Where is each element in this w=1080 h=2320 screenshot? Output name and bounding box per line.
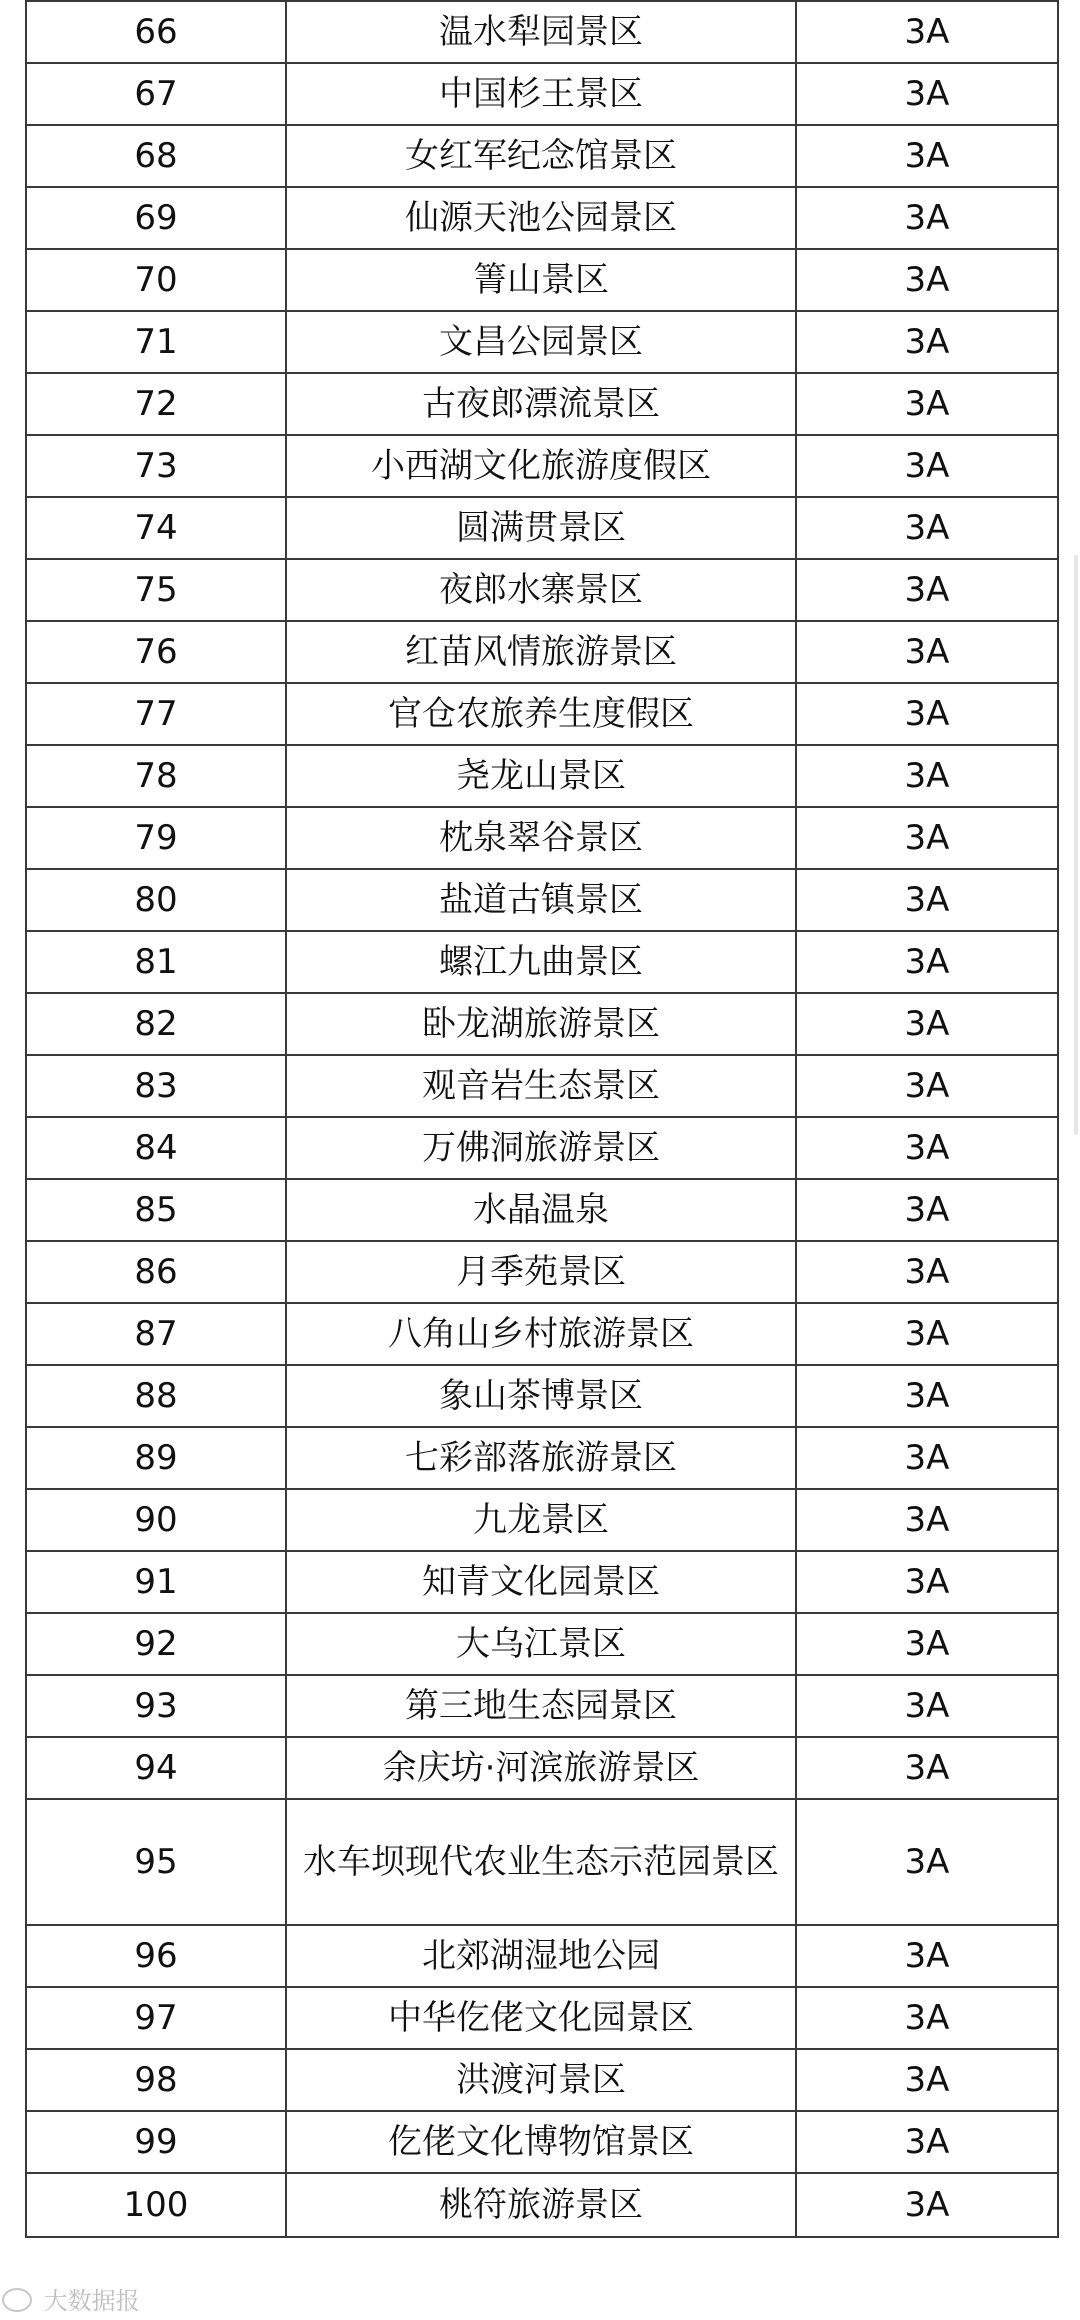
row-number-cell: 77 (26, 683, 286, 745)
watermark-logo-icon (2, 2288, 32, 2312)
table-row (26, 621, 1058, 683)
row-number-cell: 100 (26, 2173, 286, 2237)
table-row (26, 2111, 1058, 2173)
row-number-cell: 98 (26, 2049, 286, 2111)
scenic-name-cell: 月季苑景区 (286, 1241, 796, 1303)
grade-cell: 3A (796, 1055, 1058, 1117)
table-row (26, 1179, 1058, 1241)
grade-cell: 3A (796, 1241, 1058, 1303)
table-row (26, 435, 1058, 497)
row-number-cell: 76 (26, 621, 286, 683)
table-row (26, 1799, 1058, 1925)
row-number-cell: 83 (26, 1055, 286, 1117)
grade-cell: 3A (796, 621, 1058, 683)
grade-cell: 3A (796, 187, 1058, 249)
scenic-name-cell: 水车坝现代农业生态示范园景区 (286, 1799, 796, 1925)
table-row (26, 1303, 1058, 1365)
scenic-name-cell: 万佛洞旅游景区 (286, 1117, 796, 1179)
scenic-name-cell: 枕泉翠谷景区 (286, 807, 796, 869)
grade-cell: 3A (796, 1489, 1058, 1551)
scenic-name-cell: 夜郎水寨景区 (286, 559, 796, 621)
scenic-name-cell: 尧龙山景区 (286, 745, 796, 807)
scenic-name-cell: 仙源天池公园景区 (286, 187, 796, 249)
scenic-name-cell: 中华仡佬文化园景区 (286, 1987, 796, 2049)
scenic-name-cell: 圆满贯景区 (286, 497, 796, 559)
scenic-name-cell: 女红军纪念馆景区 (286, 125, 796, 187)
table-row (26, 1675, 1058, 1737)
row-number-cell: 87 (26, 1303, 286, 1365)
row-number-cell: 74 (26, 497, 286, 559)
grade-cell: 3A (796, 1303, 1058, 1365)
grade-cell: 3A (796, 869, 1058, 931)
row-number-cell: 85 (26, 1179, 286, 1241)
grade-cell: 3A (796, 1427, 1058, 1489)
grade-cell: 3A (796, 745, 1058, 807)
grade-cell: 3A (796, 497, 1058, 559)
scenic-name-cell: 北郊湖湿地公园 (286, 1925, 796, 1987)
row-number-cell: 93 (26, 1675, 286, 1737)
grade-cell: 3A (796, 2111, 1058, 2173)
grade-cell: 3A (796, 373, 1058, 435)
row-number-cell: 86 (26, 1241, 286, 1303)
scenic-name-cell: 第三地生态园景区 (286, 1675, 796, 1737)
row-number-cell: 82 (26, 993, 286, 1055)
table-row (26, 559, 1058, 621)
scenic-name-cell: 小西湖文化旅游度假区 (286, 435, 796, 497)
table-row (26, 1737, 1058, 1799)
row-number-cell: 81 (26, 931, 286, 993)
scenic-name-cell: 九龙景区 (286, 1489, 796, 1551)
grade-cell: 3A (796, 1117, 1058, 1179)
row-number-cell: 84 (26, 1117, 286, 1179)
row-number-cell: 75 (26, 559, 286, 621)
table-row (26, 683, 1058, 745)
watermark-text: 大数据报 (43, 2287, 140, 2315)
grade-cell: 3A (796, 931, 1058, 993)
grade-cell: 3A (796, 1737, 1058, 1799)
row-number-cell: 69 (26, 187, 286, 249)
row-number-cell: 72 (26, 373, 286, 435)
table-row (26, 63, 1058, 125)
grade-cell: 3A (796, 683, 1058, 745)
scenic-area-table (25, 0, 1059, 2238)
grade-cell: 3A (796, 1799, 1058, 1925)
table-row (26, 1365, 1058, 1427)
table-row (26, 373, 1058, 435)
table-row (26, 1489, 1058, 1551)
row-number-cell: 71 (26, 311, 286, 373)
row-number-cell: 92 (26, 1613, 286, 1675)
grade-cell: 3A (796, 249, 1058, 311)
table-row (26, 931, 1058, 993)
grade-cell: 3A (796, 993, 1058, 1055)
scenic-area-table-container (25, 0, 1057, 2238)
table-row (26, 1925, 1058, 1987)
row-number-cell: 91 (26, 1551, 286, 1613)
grade-cell: 3A (796, 2049, 1058, 2111)
row-number-cell: 89 (26, 1427, 286, 1489)
row-number-cell: 79 (26, 807, 286, 869)
table-row (26, 497, 1058, 559)
scenic-name-cell: 洪渡河景区 (286, 2049, 796, 2111)
row-number-cell: 68 (26, 125, 286, 187)
table-row (26, 1117, 1058, 1179)
scenic-name-cell: 仡佬文化博物馆景区 (286, 2111, 796, 2173)
scenic-name-cell: 观音岩生态景区 (286, 1055, 796, 1117)
scenic-name-cell: 象山茶博景区 (286, 1365, 796, 1427)
table-row (26, 249, 1058, 311)
table-row (26, 1613, 1058, 1675)
table-row (26, 807, 1058, 869)
scenic-name-cell: 大乌江景区 (286, 1613, 796, 1675)
table-row (26, 2173, 1058, 2237)
scenic-name-cell: 古夜郎漂流景区 (286, 373, 796, 435)
row-number-cell: 97 (26, 1987, 286, 2049)
row-number-cell: 99 (26, 2111, 286, 2173)
scenic-name-cell: 水晶温泉 (286, 1179, 796, 1241)
table-row (26, 869, 1058, 931)
table-row (26, 1987, 1058, 2049)
scrollbar[interactable] (1074, 555, 1078, 1135)
grade-cell: 3A (796, 1925, 1058, 1987)
grade-cell: 3A (796, 1551, 1058, 1613)
grade-cell: 3A (796, 125, 1058, 187)
table-row (26, 1551, 1058, 1613)
scenic-name-cell: 红苗风情旅游景区 (286, 621, 796, 683)
scenic-name-cell: 桃符旅游景区 (286, 2173, 796, 2237)
table-row (26, 2049, 1058, 2111)
grade-cell: 3A (796, 63, 1058, 125)
row-number-cell: 88 (26, 1365, 286, 1427)
grade-cell: 3A (796, 1675, 1058, 1737)
scenic-name-cell: 箐山景区 (286, 249, 796, 311)
table-row (26, 311, 1058, 373)
grade-cell: 3A (796, 1, 1058, 63)
scenic-name-cell: 官仓农旅养生度假区 (286, 683, 796, 745)
scenic-name-cell: 余庆坊·河滨旅游景区 (286, 1737, 796, 1799)
row-number-cell: 70 (26, 249, 286, 311)
grade-cell: 3A (796, 559, 1058, 621)
table-row (26, 1427, 1058, 1489)
scenic-name-cell: 盐道古镇景区 (286, 869, 796, 931)
scenic-name-cell: 卧龙湖旅游景区 (286, 993, 796, 1055)
table-row (26, 745, 1058, 807)
scenic-name-cell: 螺江九曲景区 (286, 931, 796, 993)
row-number-cell: 96 (26, 1925, 286, 1987)
row-number-cell: 78 (26, 745, 286, 807)
grade-cell: 3A (796, 435, 1058, 497)
table-row (26, 1241, 1058, 1303)
row-number-cell: 73 (26, 435, 286, 497)
grade-cell: 3A (796, 807, 1058, 869)
scenic-name-cell: 七彩部落旅游景区 (286, 1427, 796, 1489)
grade-cell: 3A (796, 1613, 1058, 1675)
table-row (26, 1055, 1058, 1117)
table-row (26, 125, 1058, 187)
table-row (26, 187, 1058, 249)
watermark (2, 2281, 140, 2316)
grade-cell: 3A (796, 2173, 1058, 2237)
grade-cell: 3A (796, 1179, 1058, 1241)
grade-cell: 3A (796, 1365, 1058, 1427)
row-number-cell: 90 (26, 1489, 286, 1551)
row-number-cell: 94 (26, 1737, 286, 1799)
row-number-cell: 95 (26, 1799, 286, 1925)
table-row (26, 1, 1058, 63)
grade-cell: 3A (796, 311, 1058, 373)
row-number-cell: 67 (26, 63, 286, 125)
scenic-name-cell: 八角山乡村旅游景区 (286, 1303, 796, 1365)
scenic-name-cell: 温水犁园景区 (286, 1, 796, 63)
grade-cell: 3A (796, 1987, 1058, 2049)
row-number-cell: 80 (26, 869, 286, 931)
table-body (26, 1, 1058, 2237)
scenic-name-cell: 知青文化园景区 (286, 1551, 796, 1613)
row-number-cell: 66 (26, 1, 286, 63)
scenic-name-cell: 文昌公园景区 (286, 311, 796, 373)
scenic-name-cell: 中国杉王景区 (286, 63, 796, 125)
table-row (26, 993, 1058, 1055)
